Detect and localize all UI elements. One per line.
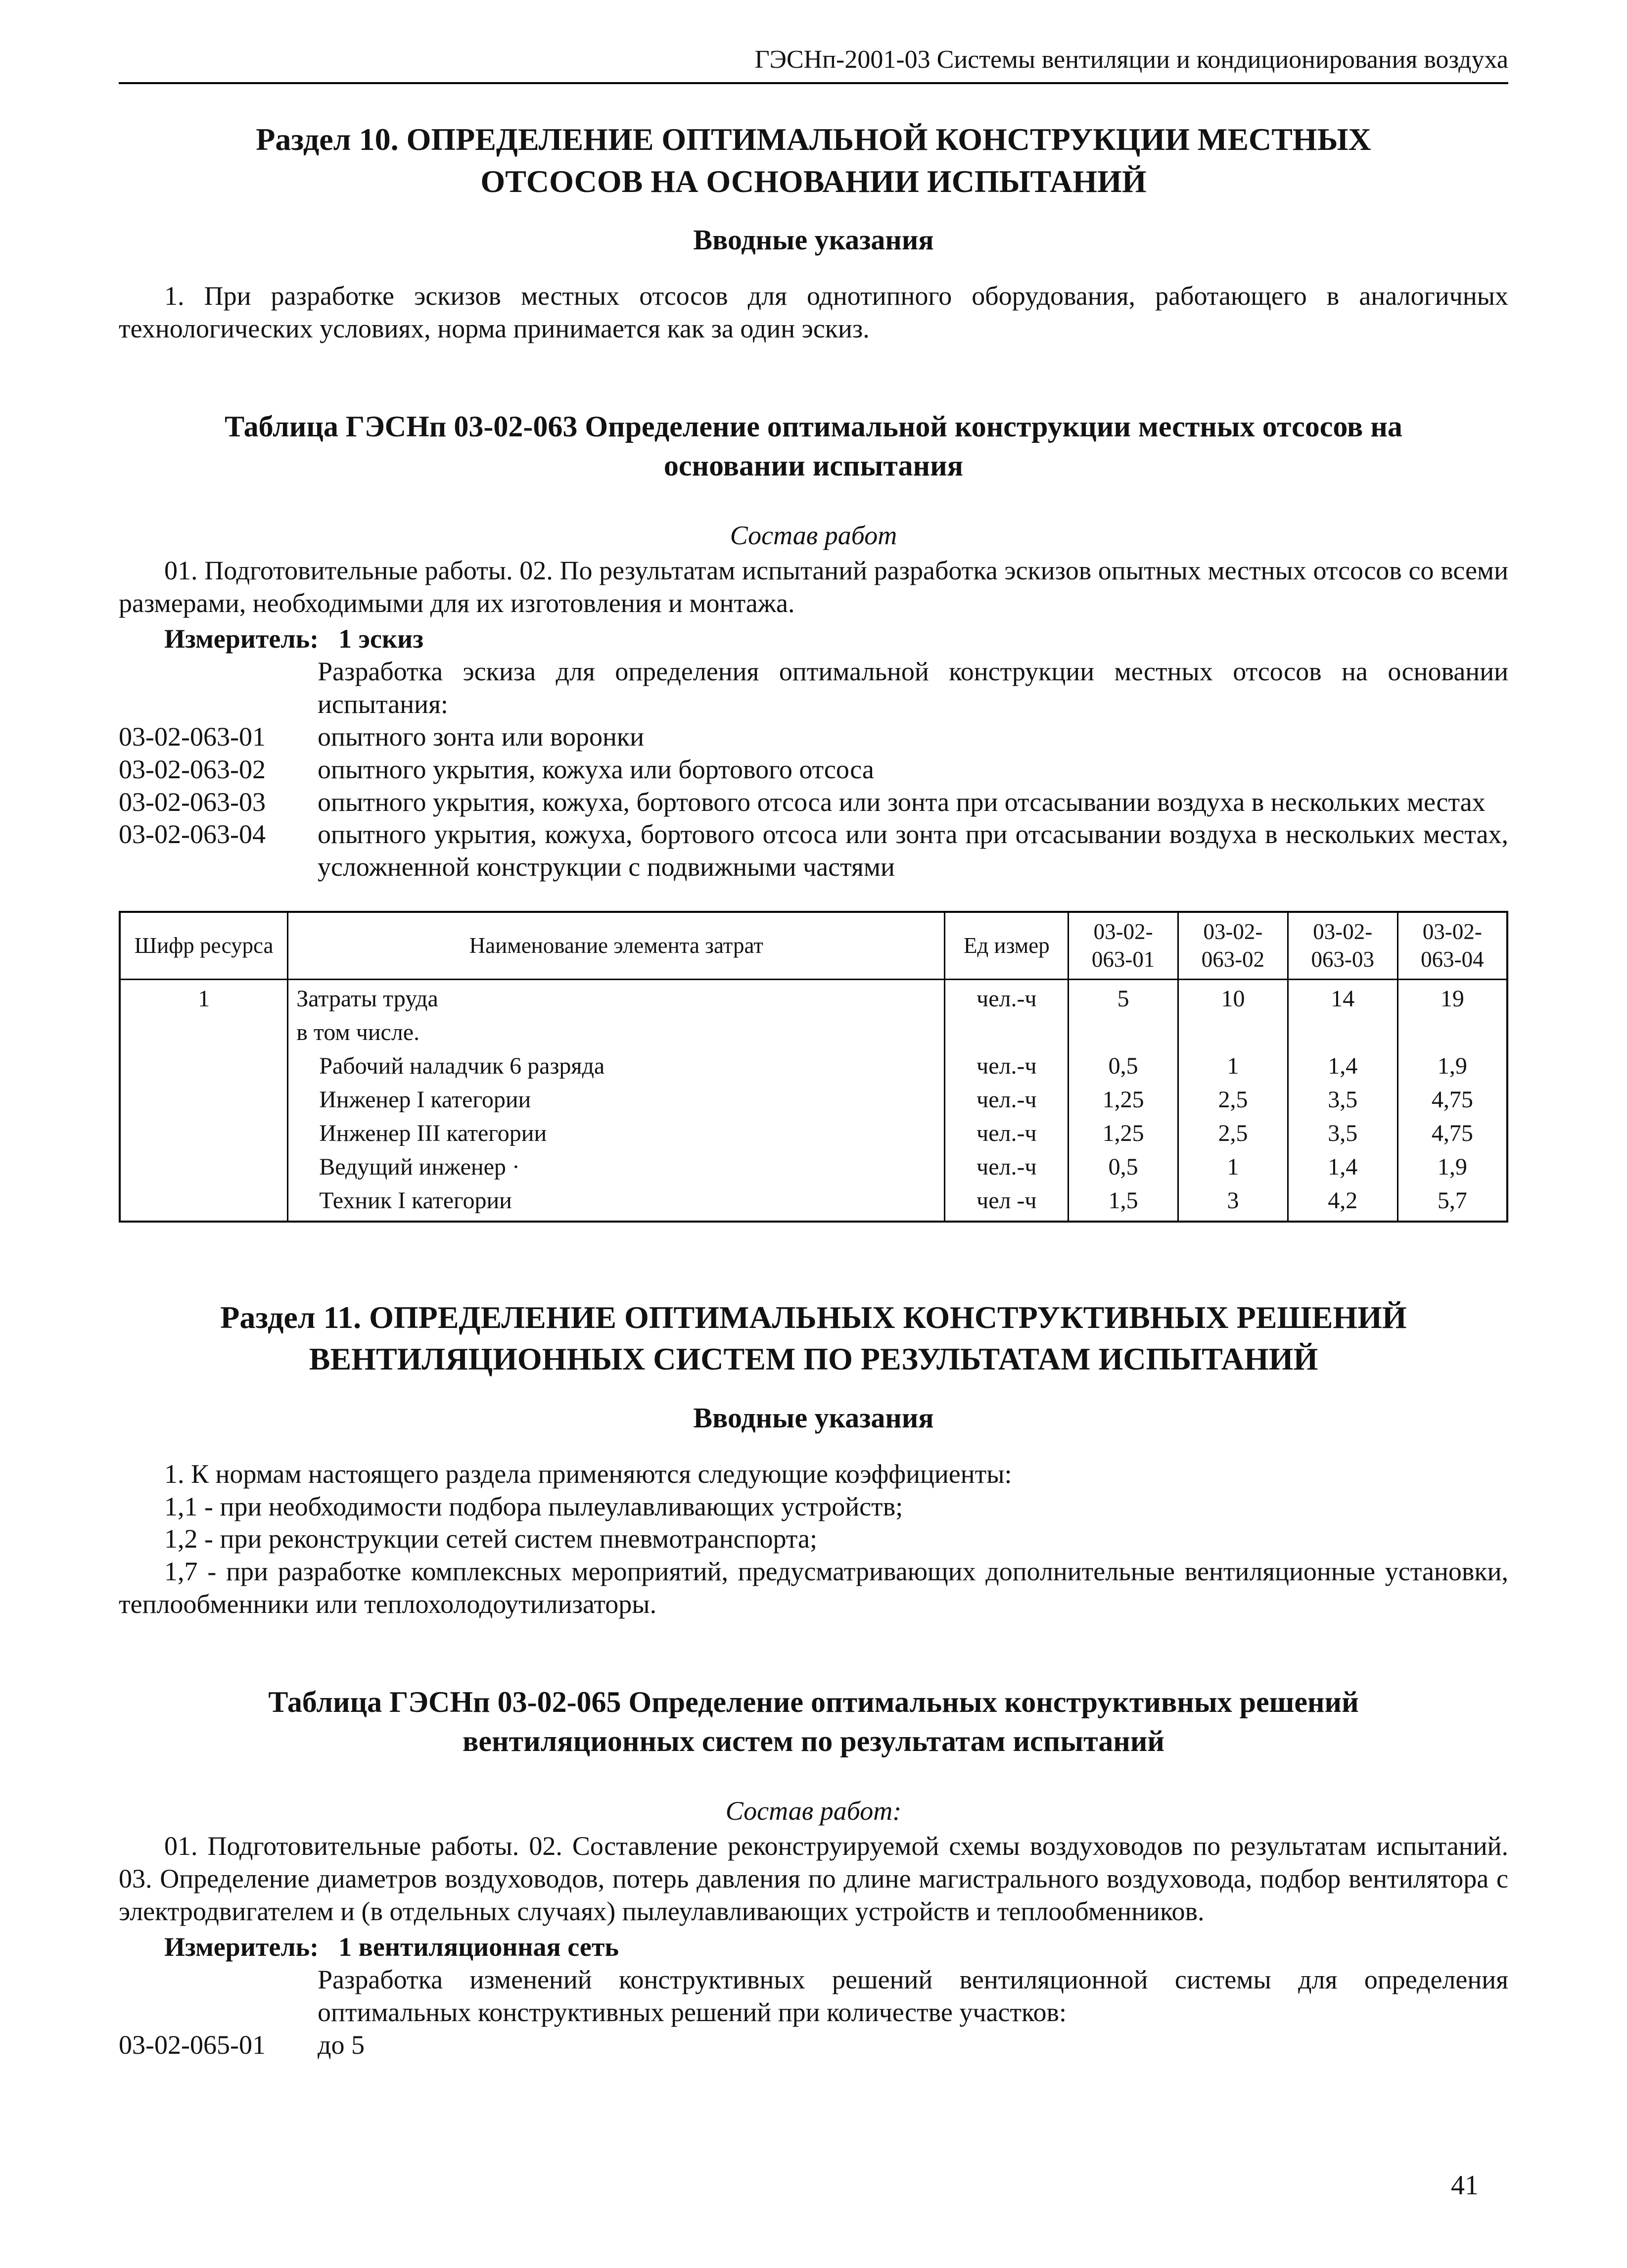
cell-value: 2,5 — [1178, 1117, 1288, 1150]
cell-value: 1,5 — [1069, 1184, 1178, 1222]
section-10-subtitle: Вводные указания — [693, 224, 934, 256]
page-header — [119, 45, 1508, 84]
norm-code: 03-02-063-02 — [119, 754, 266, 784]
norm-code: 03-02-065-01 — [119, 2030, 266, 2060]
cell-value: 14 — [1288, 979, 1397, 1016]
section-11-subtitle: Вводные указания — [693, 1401, 934, 1434]
table-row — [120, 1049, 1507, 1083]
document-code-header: ГЭСНп-2001-03 Системы вентиляции и кондиционирования воздуха — [754, 46, 1508, 74]
cell-value: 4,75 — [1397, 1117, 1507, 1150]
norm-code: 03-02-063-04 — [119, 819, 266, 850]
norm-code: 03-02-063-01 — [119, 721, 266, 752]
cell-value: 5,7 — [1397, 1184, 1507, 1222]
code-line: 03-02- — [1093, 919, 1153, 945]
cell-value: 3,5 — [1288, 1083, 1397, 1117]
norm-text: до 5 — [318, 2030, 365, 2060]
table-063-sostav-label: Состав работ — [730, 520, 897, 551]
cell-name: Инженер I категории — [288, 1083, 945, 1117]
norm-text: опытного укрытия, кожуха, бортового отсоса или зонта при отсасывании воздуха в нескольких местах — [318, 787, 1486, 817]
table-063-intro-text: Разработка эскиза для определения оптимальной конструкции местных отсосов на основании испытания: — [318, 657, 1508, 719]
cell-name: Техник I категории — [288, 1184, 945, 1222]
cell-value: 1 — [1178, 1150, 1288, 1184]
norm-item — [119, 721, 1508, 754]
izmeritel-label: Измеритель: — [164, 1932, 319, 1962]
cell-value: 0,5 — [1069, 1150, 1178, 1184]
izmeritel-label: Измеритель: — [164, 624, 319, 654]
cell-value: 1,25 — [1069, 1083, 1178, 1117]
cell-unit: чел.-ч — [945, 1083, 1069, 1117]
cost-table-063 — [119, 911, 1508, 1223]
code-line: 063-03 — [1311, 947, 1374, 972]
cell-value: 1,9 — [1397, 1150, 1507, 1184]
coefficient-line: 1,7 - при разработке комплексных мероприятий, предусматривающих дополнительные вентиляционные установки, теплообменники или теплохолодоутилизаторы. — [119, 1557, 1508, 1619]
table-065-intro-row — [119, 1964, 1508, 2029]
cell-value — [1069, 1016, 1178, 1049]
cell-shifr — [120, 1184, 288, 1222]
table-row — [120, 1184, 1507, 1222]
norm-code: 03-02-063-03 — [119, 787, 266, 817]
cost-table-header-row — [120, 912, 1507, 979]
cell-shifr — [120, 1016, 288, 1049]
code-line: 063-01 — [1091, 947, 1155, 972]
cell-value: 19 — [1397, 979, 1507, 1016]
section-11-title: Раздел 11. ОПРЕДЕЛЕНИЕ ОПТИМАЛЬНЫХ КОНСТРУКТИВНЫХ РЕШЕНИЙ ВЕНТИЛЯЦИОННЫХ СИСТЕМ ПО РЕЗУЛЬТАТАМ ИСПЫТАНИЙ — [220, 1299, 1407, 1377]
cell-value: 2,5 — [1178, 1083, 1288, 1117]
norm-item — [119, 2029, 1508, 2062]
table-065-sostav-text: 01. Подготовительные работы. 02. Составление реконструируемой схемы воздуховодов по результатам испытаний. 03. Определение диаметров воздуховодов, потерь давления по длине магистрального воздуховода, подбор вентилятора с электродвигателем и (в отдельных случаях) пылеулавливающих устройств и теплообменников. — [119, 1831, 1508, 1927]
norm-text: опытного укрытия, кожуха, бортового отсоса или зонта при отсасывании воздуха в нескольких местах, усложненной конструкции с подвижными частями — [318, 819, 1508, 882]
cell-value — [1397, 1016, 1507, 1049]
norm-text: опытного зонта или воронки — [318, 721, 645, 752]
norm-item — [119, 818, 1508, 884]
cell-value: 4,75 — [1397, 1083, 1507, 1117]
cell-unit: чел.-ч — [945, 1049, 1069, 1083]
cell-value: 3,5 — [1288, 1117, 1397, 1150]
code-line: 063-04 — [1421, 947, 1484, 972]
cell-name: Затраты труда — [288, 979, 945, 1016]
cell-value: 10 — [1178, 979, 1288, 1016]
norm-text: опытного укрытия, кожуха или бортового отсоса — [318, 754, 874, 784]
table-065-izmeritel-line — [119, 1931, 1508, 1964]
table-063-sostav-text: 01. Подготовительные работы. 02. По результатам испытаний разработка эскизов опытных местных отсосов со всеми размерами, необходимыми для их изготовления и монтажа. — [119, 556, 1508, 618]
cell-unit: чел.-ч — [945, 979, 1069, 1016]
cell-unit: чел -ч — [945, 1184, 1069, 1222]
cell-name: Ведущий инженер · — [288, 1150, 945, 1184]
cell-unit: чел.-ч — [945, 1117, 1069, 1150]
table-row — [120, 979, 1507, 1016]
table-row — [120, 1150, 1507, 1184]
col-header-unit: Ед измер — [945, 912, 1069, 979]
col-header-code-2 — [1178, 912, 1288, 979]
code-line: 03-02- — [1422, 919, 1482, 945]
table-row — [120, 1083, 1507, 1117]
col-header-code-3 — [1288, 912, 1397, 979]
coefficient-line: 1,2 - при реконструкции сетей систем пневмотранспорта; — [164, 1524, 818, 1554]
cell-name: Инженер III категории — [288, 1117, 945, 1150]
code-line: 063-02 — [1201, 947, 1265, 972]
cell-shifr — [120, 1117, 288, 1150]
cell-value — [1288, 1016, 1397, 1049]
cell-value: 1,4 — [1288, 1150, 1397, 1184]
table-row — [120, 1117, 1507, 1150]
norm-item — [119, 786, 1508, 819]
cell-unit: чел.-ч — [945, 1150, 1069, 1184]
cell-value: 5 — [1069, 979, 1178, 1016]
section-10-title: Раздел 10. ОПРЕДЕЛЕНИЕ ОПТИМАЛЬНОЙ КОНСТРУКЦИИ МЕСТНЫХ ОТСОСОВ НА ОСНОВАНИИ ИСПЫТАНИЙ — [256, 122, 1371, 199]
norm-item — [119, 754, 1508, 786]
cell-name: в том числе. — [288, 1016, 945, 1049]
cell-shifr — [120, 1049, 288, 1083]
page-number: 41 — [1451, 2170, 1479, 2201]
code-line: 03-02- — [1203, 919, 1263, 945]
table-063-izmeritel-line — [119, 623, 1508, 656]
table-065-title: Таблица ГЭСНп 03-02-065 Определение оптимальных конструктивных решений вентиляционных систем по результатам испытаний — [268, 1686, 1359, 1758]
col-header-code-1 — [1069, 912, 1178, 979]
cell-value: 1,9 — [1397, 1049, 1507, 1083]
cell-value: 4,2 — [1288, 1184, 1397, 1222]
cell-value: 1 — [1178, 1049, 1288, 1083]
cell-name: Рабочий наладчик 6 разряда — [288, 1049, 945, 1083]
table-065-intro-text: Разработка изменений конструктивных решений вентиляционной системы для определения оптимальных конструктивных решений при количестве участков: — [318, 1964, 1508, 2027]
cell-shifr — [120, 1150, 288, 1184]
col-header-name: Наименование элемента затрат — [288, 912, 945, 979]
cell-value: 0,5 — [1069, 1049, 1178, 1083]
section-11-paragraph: 1. К нормам настоящего раздела применяются следующие коэффициенты: — [164, 1459, 1012, 1489]
izmeritel-value: 1 вентиляционная сеть — [338, 1932, 619, 1962]
coefficient-line: 1,1 - при необходимости подбора пылеулавливающих устройств; — [164, 1491, 903, 1521]
cell-shifr — [120, 1083, 288, 1117]
cell-value: 1,4 — [1288, 1049, 1397, 1083]
table-063-intro-row — [119, 656, 1508, 721]
cell-unit — [945, 1016, 1069, 1049]
col-header-shifr: Шифр ресурса — [120, 912, 288, 979]
cell-shifr: 1 — [120, 979, 288, 1016]
section-10-paragraph: 1. При разработке эскизов местных отсосов для однотипного оборудования, работающего в аналогичных технологических условиях, норма принимается как за один эскиз. — [119, 281, 1508, 344]
table-row — [120, 1016, 1507, 1049]
norm-code-empty — [119, 656, 318, 721]
cell-value: 1,25 — [1069, 1117, 1178, 1150]
norm-code-empty — [119, 1964, 318, 2029]
izmeritel-value: 1 эскиз — [338, 624, 423, 654]
table-063-title: Таблица ГЭСНп 03-02-063 Определение оптимальной конструкции местных отсосов на основании испытания — [225, 410, 1402, 482]
col-header-code-4 — [1397, 912, 1507, 979]
code-line: 03-02- — [1313, 919, 1373, 945]
cell-value: 3 — [1178, 1184, 1288, 1222]
cell-value — [1178, 1016, 1288, 1049]
table-065-sostav-label: Состав работ: — [725, 1796, 902, 1826]
